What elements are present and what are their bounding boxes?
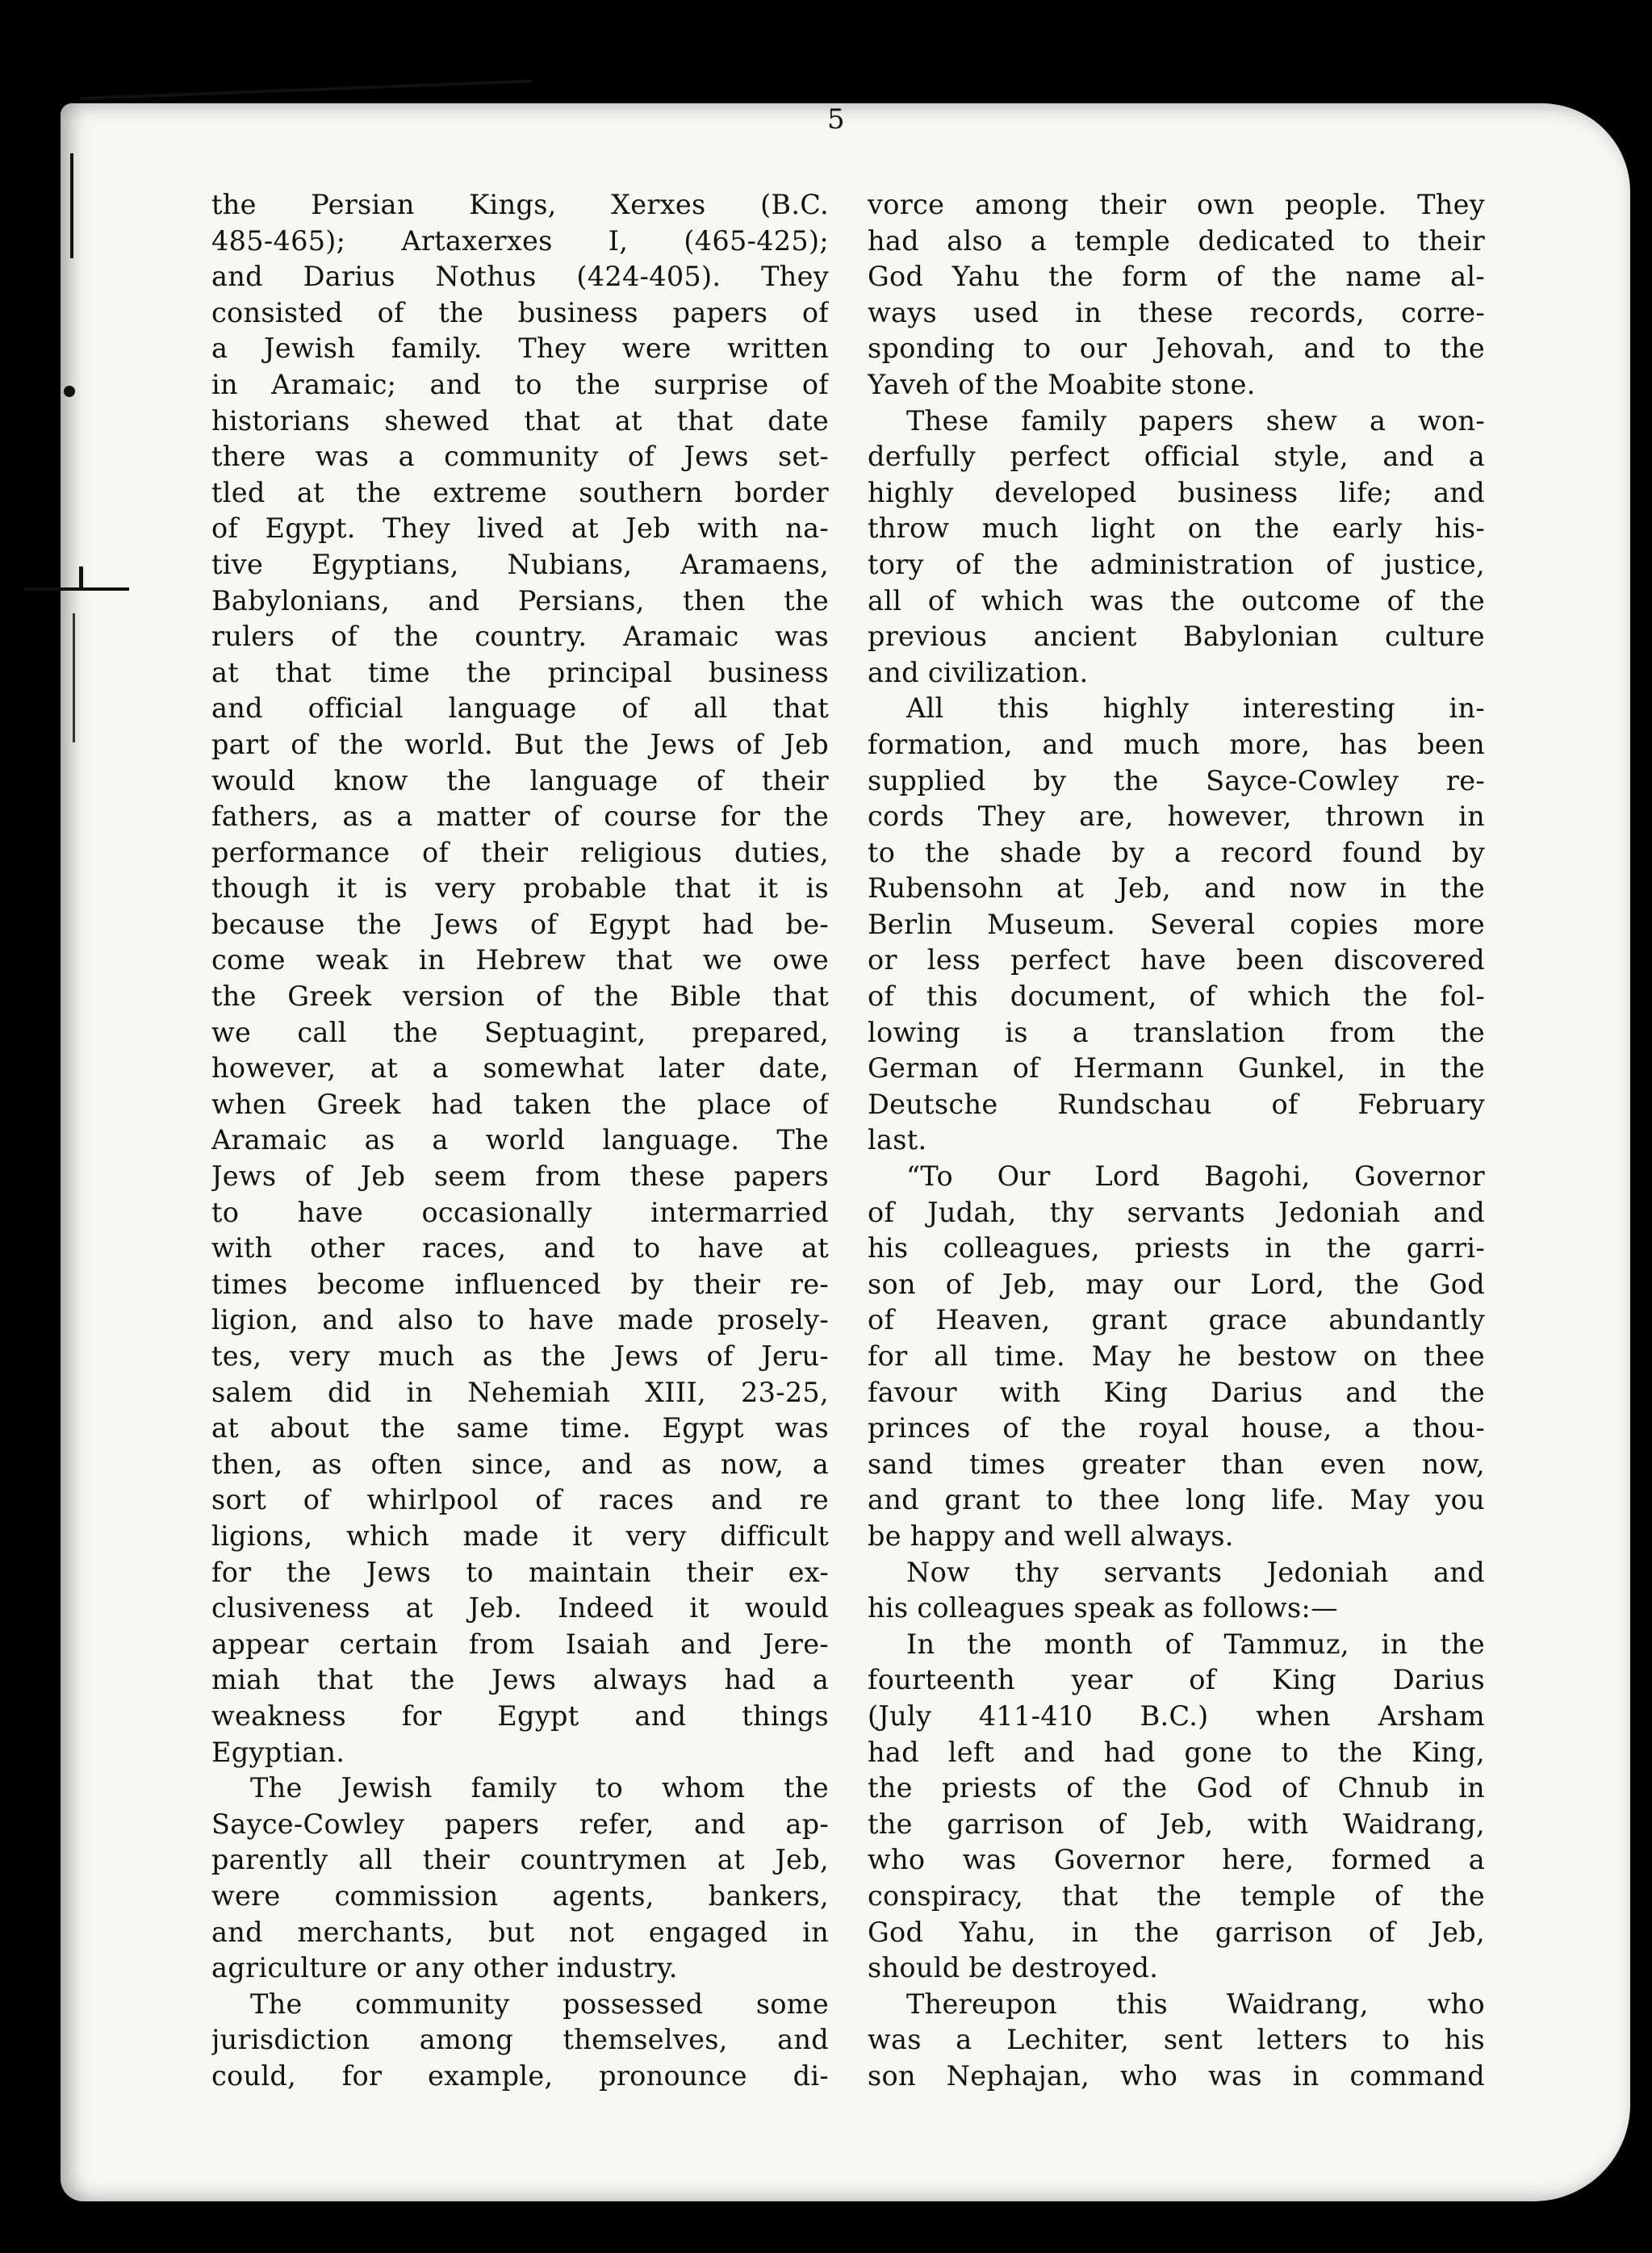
text-line: performance of their religious duties, — [211, 836, 829, 868]
text-line: Rubensohn at Jeb, and now in the — [868, 872, 1485, 905]
text-line: weakness for Egypt and things — [211, 1699, 829, 1732]
text-line: and civilization. — [868, 656, 1089, 688]
text-line: for the Jews to maintain their ex- — [211, 1556, 829, 1588]
text-line: Egyptian. — [211, 1736, 345, 1768]
left-column — [211, 187, 829, 2094]
text-line: vorce among their own people. They — [868, 189, 1485, 220]
text-line: rulers of the country. Aramaic was — [211, 621, 829, 653]
text-line: all of which was the outcome of the — [868, 584, 1485, 617]
binding-line-left-lower — [73, 613, 75, 742]
text-line: Babylonians, and Persians, then the — [211, 584, 829, 617]
text-line: ligion, and also to have made prosely- — [211, 1304, 829, 1336]
text-line: princes of the royal house, a thou- — [868, 1412, 1485, 1444]
text-line: historians shewed that at that date — [211, 404, 829, 437]
binding-notch-lower — [24, 587, 129, 591]
text-line: times become influenced by their re- — [211, 1268, 829, 1300]
text-line: miah that the Jews always had a — [211, 1664, 829, 1696]
text-line: had left and had gone to the King, — [868, 1736, 1485, 1768]
text-line: cords They are, however, thrown in — [868, 800, 1485, 833]
page-number: 5 — [827, 103, 845, 136]
text-line: fourteenth year of King Darius — [868, 1664, 1485, 1696]
text-line: when Greek had taken the place of — [211, 1088, 829, 1120]
text-line: Yaveh of the Moabite stone. — [868, 368, 1256, 400]
text-line: In the month of Tammuz, in the — [906, 1628, 1485, 1660]
text-line: Berlin Museum. Several copies more — [868, 908, 1485, 940]
text-line: previous ancient Babylonian culture — [868, 621, 1485, 653]
text-line: the Greek version of the Bible that — [211, 980, 829, 1013]
text-line: his colleagues, priests in the garri- — [868, 1232, 1485, 1264]
binding-notch-upper — [64, 386, 75, 397]
text-line: sort of whirlpool of races and re — [211, 1484, 829, 1516]
text-line: The community possessed some — [250, 1988, 829, 2020]
text-line: Thereupon this Waidrang, who — [906, 1988, 1485, 2020]
text-line: formation, and much more, has been — [868, 728, 1485, 760]
text-line: German of Hermann Gunkel, in the — [868, 1052, 1485, 1085]
text-line: favour with King Darius and the — [868, 1376, 1485, 1408]
text-line: could, for example, pronounce di- — [211, 2059, 829, 2092]
text-line: however, at a somewhat later date, — [211, 1052, 829, 1085]
text-line: to have occasionally intermarried — [211, 1196, 829, 1228]
text-line: consisted of the business papers of — [211, 296, 829, 328]
text-line: to the shade by a record found by — [868, 836, 1485, 868]
text-line: jurisdiction among themselves, and — [211, 2024, 829, 2056]
text-line: there was a community of Jews set- — [211, 441, 829, 473]
text-line: ligions, which made it very difficult — [211, 1519, 829, 1552]
text-line: or less perfect have been discovered — [868, 944, 1485, 976]
right-column — [868, 187, 1485, 2094]
text-line: Sayce-Cowley papers refer, and ap- — [211, 1808, 829, 1840]
text-line: tled at the extreme southern border — [211, 476, 829, 508]
text-line: be happy and well always. — [868, 1519, 1234, 1552]
text-line: of Judah, thy servants Jedoniah and — [868, 1196, 1485, 1228]
text-line: sand times greater than even now, — [868, 1448, 1485, 1480]
binding-line-top — [81, 80, 533, 100]
text-line: God Yahu, in the garrison of Jeb, — [868, 1916, 1485, 1948]
text-line: at about the same time. Egypt was — [211, 1412, 829, 1444]
text-line: sponding to our Jehovah, and to the — [868, 332, 1485, 365]
text-line: the Persian Kings, Xerxes (B.C. — [211, 189, 829, 220]
text-line: Deutsche Rundschau of February — [868, 1088, 1485, 1120]
text-line: tory of the administration of justice, — [868, 548, 1485, 580]
text-line: The Jewish family to whom the — [250, 1772, 829, 1804]
text-line: his colleagues speak as follows:— — [868, 1592, 1338, 1624]
text-line: a Jewish family. They were written — [211, 332, 829, 365]
text-line: ways used in these records, corre- — [868, 296, 1485, 328]
text-line: and merchants, but not engaged in — [211, 1916, 829, 1948]
text-line: should be destroyed. — [868, 1952, 1159, 1984]
text-line: last. — [868, 1124, 927, 1156]
text-line: who was Governor here, formed a — [868, 1844, 1485, 1876]
text-line: tes, very much as the Jews of Jeru- — [211, 1340, 829, 1372]
text-line: agriculture or any other industry. — [211, 1952, 678, 1984]
text-line: All this highly interesting in- — [906, 692, 1485, 725]
text-line: of Egypt. They lived at Jeb with na- — [211, 512, 829, 545]
text-line: then, as often since, and as now, a — [211, 1448, 829, 1480]
text-line: though it is very probable that it is — [211, 872, 829, 905]
text-line: derfully perfect official style, and a — [868, 441, 1485, 473]
text-line: tive Egyptians, Nubians, Aramaens, — [211, 548, 829, 580]
text-line: and grant to thee long life. May you — [868, 1484, 1485, 1516]
binding-notch-lower-tick — [79, 566, 83, 591]
text-line: (July 411-410 B.C.) when Arsham — [868, 1699, 1485, 1732]
text-line: we call the Septuagint, prepared, — [211, 1016, 829, 1048]
text-line: clusiveness at Jeb. Indeed it would — [211, 1592, 829, 1624]
text-line: conspiracy, that the temple of the — [868, 1879, 1485, 1912]
text-line: with other races, and to have at — [211, 1232, 829, 1264]
text-line: at that time the principal business — [211, 656, 829, 688]
text-line: the priests of the God of Chnub in — [868, 1772, 1485, 1804]
text-line: had also a temple dedicated to their — [868, 224, 1485, 257]
text-line: part of the world. But the Jews of Jeb — [211, 728, 829, 760]
text-line: supplied by the Sayce-Cowley re- — [868, 764, 1485, 796]
binding-line-left — [70, 153, 73, 258]
text-line: lowing is a translation from the — [868, 1016, 1485, 1048]
text-line: Now thy servants Jedoniah and — [906, 1556, 1485, 1588]
text-line: fathers, as a matter of course for the — [211, 800, 829, 833]
text-line: come weak in Hebrew that we owe — [211, 944, 829, 976]
text-line: the garrison of Jeb, with Waidrang, — [868, 1808, 1485, 1840]
text-line: was a Lechiter, sent letters to his — [868, 2024, 1485, 2056]
text-line: and Darius Nothus (424-405). They — [211, 261, 829, 293]
text-line: and official language of all that — [211, 692, 829, 725]
text-line: of Heaven, grant grace abundantly — [868, 1304, 1485, 1336]
text-line: God Yahu the form of the name al- — [868, 261, 1485, 293]
text-line: of this document, of which the fol- — [868, 980, 1485, 1013]
text-line: throw much light on the early his- — [868, 512, 1485, 545]
text-line: salem did in Nehemiah XIII, 23-25, — [211, 1376, 829, 1408]
text-line: because the Jews of Egypt had be- — [211, 908, 829, 940]
text-line: Jews of Jeb seem from these papers — [211, 1160, 829, 1193]
text-line: son of Jeb, may our Lord, the God — [868, 1268, 1485, 1300]
text-line: son Nephajan, who was in command — [868, 2059, 1485, 2092]
text-line: “To Our Lord Bagohi, Governor — [906, 1160, 1485, 1193]
text-line: highly developed business life; and — [868, 476, 1485, 508]
text-line: for all time. May he bestow on thee — [868, 1340, 1485, 1372]
text-line: These family papers shew a won- — [906, 404, 1485, 437]
text-line: appear certain from Isaiah and Jere- — [211, 1628, 829, 1660]
text-line: 485-465); Artaxerxes I, (465-425); — [211, 224, 829, 257]
text-line: parently all their countrymen at Jeb, — [211, 1844, 829, 1876]
text-line: were commission agents, bankers, — [211, 1879, 829, 1912]
text-line: Aramaic as a world language. The — [211, 1124, 829, 1156]
text-line: in Aramaic; and to the surprise of — [211, 368, 829, 400]
text-line: would know the language of their — [211, 764, 829, 796]
